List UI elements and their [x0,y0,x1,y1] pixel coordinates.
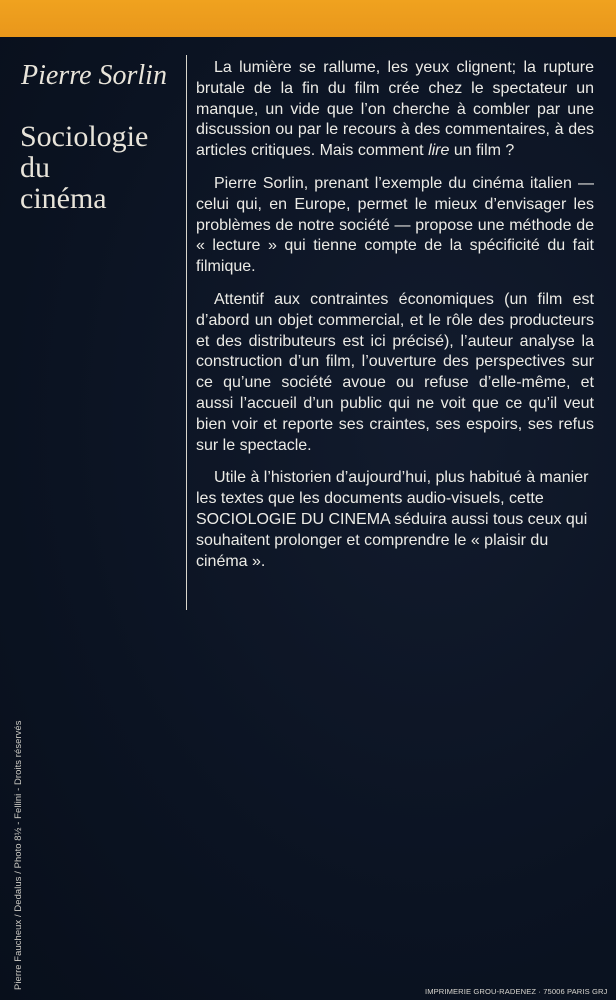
book-title-line-3: cinéma [20,182,107,215]
top-orange-band [0,0,616,37]
vertical-rule [186,55,187,610]
book-title-line-2: du [20,151,50,184]
blurb-paragraph-4: Utile à l’historien d’aujourd’hui, plus habitué à manier les textes que les documents audio-visuels, cette SOCIOLOGIE DU CINEMA séduira aussi tous ceux qui souhaitent prolonger et comprendre le « plaisir du cinéma ». [196,469,589,570]
photo-credits: Pierre Faucheux / Dedalus / Photo 8½ - Fellini - Droits réservés [12,720,23,990]
book-title-line-1: Sociologie [20,120,149,153]
author-name: Pierre Sorlin [21,60,167,91]
blurb-p1-italic: lire [428,142,450,160]
blurb-p1-end: un film ? [449,142,515,160]
blurb-paragraph-3: Attentif aux contraintes économiques (un film est d’abord un objet commercial, et le rôle des producteurs et des distributeurs est ici précisé), l’auteur analyse la construction d’un film, l’ouverture des perspectives sur ce qu’une société avoue ou refuse d’elle-même, et aussi l’accueil d’un public qui ne voit que ce qu’il veut bien voir et reporte ses craintes, ses espoirs, ses refus sur le spectacle. [196,290,594,454]
blurb-paragraph-2: Pierre Sorlin, prenant l’exemple du cinéma italien — celui qui, en Europe, permet le mieux d’envisager les problèmes de notre société — propose une méthode de « lecture » qui tienne compte de la spécificité du fait filmique. [196,174,594,276]
blurb-paragraph-1 [196,58,594,162]
printer-imprint: IMPRIMERIE GROU-RADENEZ · 75006 PARIS GRJ [425,987,608,996]
blurb-p1-start: La lumière se rallume, les yeux clignent; la rupture brutale de la fin du film crée chez le spectateur un manque, un vide que l’on cherche à combler par une discussion ou par le recours à des commentaires, à des articles critiques. Mais comment [196,59,594,160]
book-title [20,121,180,214]
blurb-text [196,58,594,584]
